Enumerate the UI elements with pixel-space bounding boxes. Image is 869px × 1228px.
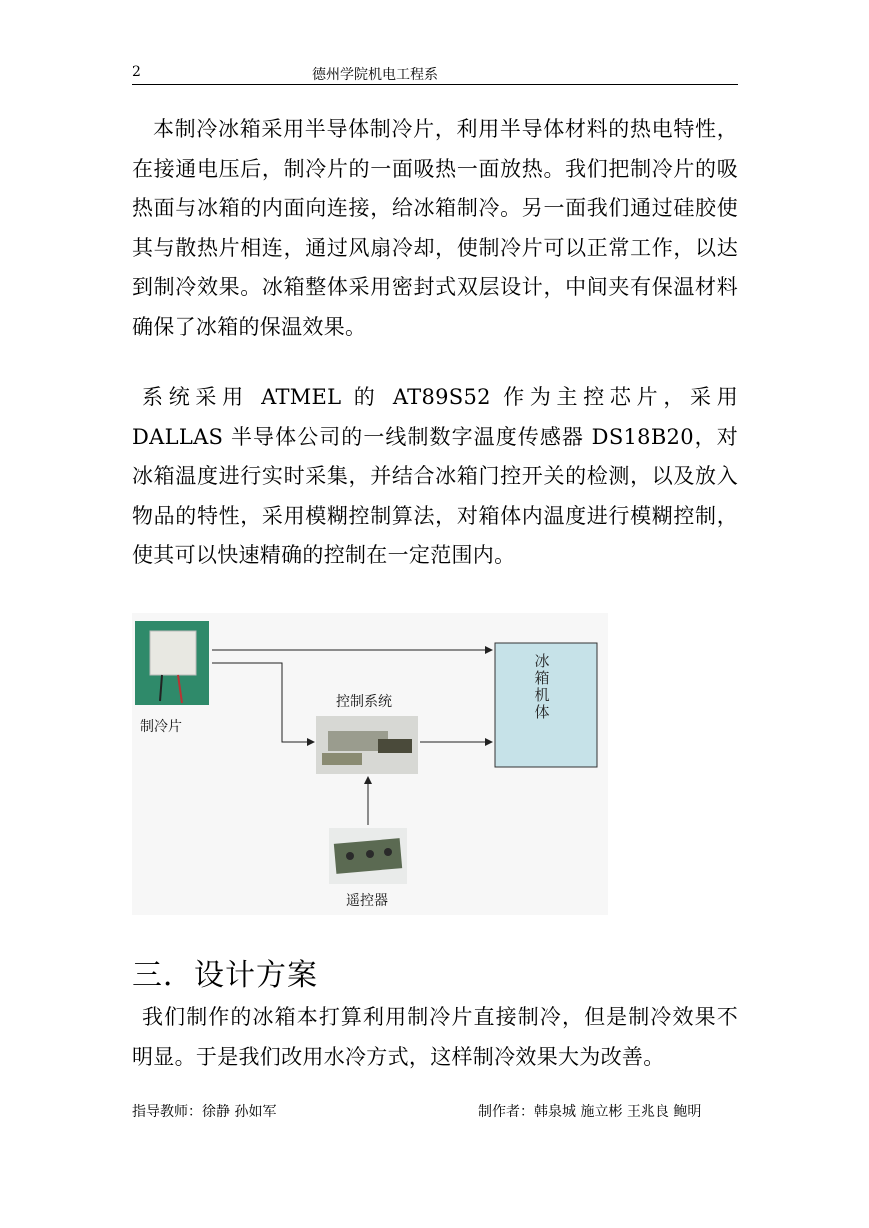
arrow-chip-to-control — [212, 663, 314, 742]
section-title: 三．设计方案 — [132, 958, 318, 993]
paragraph-design: 我们制作的冰箱本打算利用制冷片直接制冷，但是制冷效果不明显。于是我们改用水冷方式，这样制冷效果大为改善。 — [132, 1005, 738, 1069]
header-title: 德州学院机电工程系 — [312, 67, 438, 83]
page-number: 2 — [132, 64, 141, 80]
control-system-image — [316, 716, 418, 774]
remote-control-image — [329, 828, 407, 884]
paragraph-intro: 本制冷冰箱采用半导体制冷片，利用半导体材料的热电特性，在接通电压后，制冷片的一面吸热一面放热。我们把制冷片的吸热面与冰箱的内面向连接，给冰箱制冷。另一面我们通过硅胶使其与散热片相连，通过风扇冷却，使制冷片可以正常工作，以达到制冷效果。冰箱整体采用密封式双层设计，中间夹有保温材料确保了冰箱的保温效果。 — [132, 117, 738, 339]
paragraph-system: 系统采用 ATMEL 的 AT89S52 作为主控芯片，采用 DALLAS 半导体公司的一线制数字温度传感器 DS18B20，对冰箱温度进行实时采集，并结合冰箱门控开关的检测，以及放入物品的特性，采用模糊控制算法，对箱体内温度进行模糊控制，使其可以快速精确的控制在一定范围内。 — [132, 385, 738, 567]
label-fridge-body: 冰箱机体 — [534, 652, 550, 721]
page-header — [132, 62, 738, 85]
system-block-diagram — [132, 613, 608, 915]
footer-advisor: 指导教师：徐静 孙如军 — [132, 1104, 277, 1120]
label-control-system: 控制系统 — [336, 694, 392, 710]
label-peltier-chip: 制冷片 — [140, 719, 182, 735]
footer-authors: 制作者：韩泉城 施立彬 王兆良 鲍明 — [478, 1104, 702, 1120]
label-remote-control: 遥控器 — [346, 893, 388, 909]
peltier-chip-image — [135, 621, 209, 705]
